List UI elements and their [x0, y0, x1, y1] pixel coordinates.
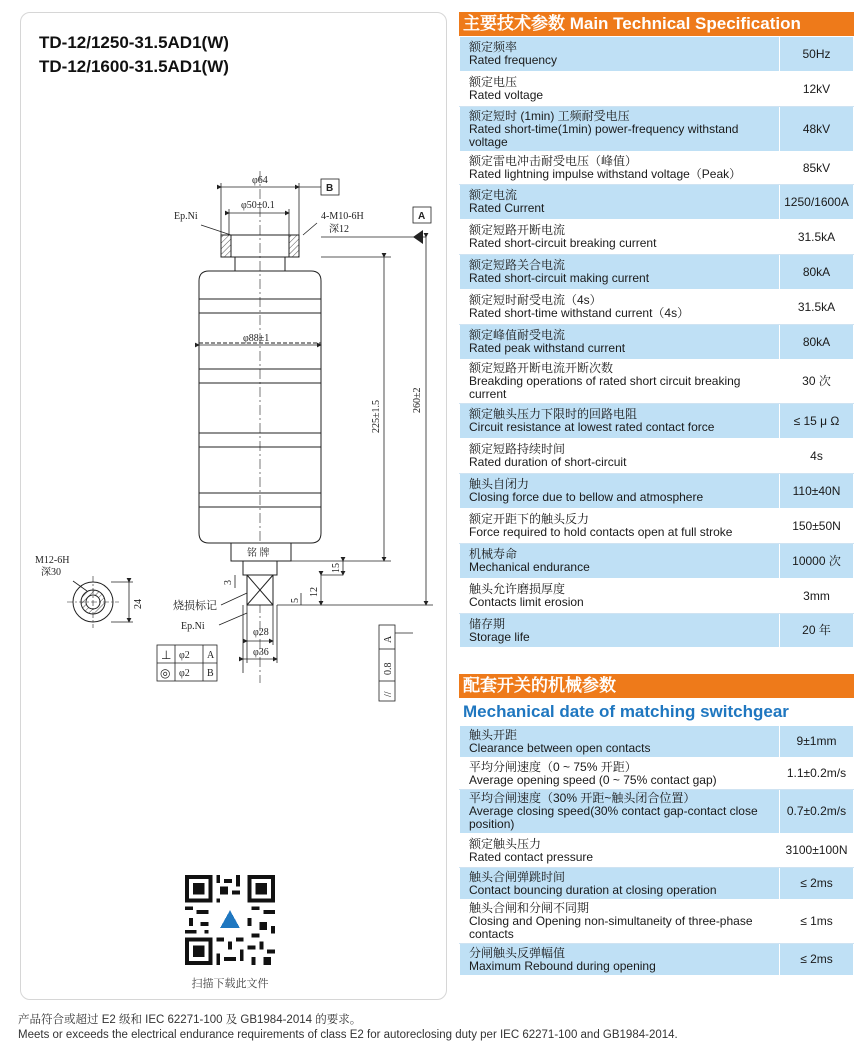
table-row: [460, 72, 854, 107]
table-row: [460, 790, 854, 834]
row-label-en: Rated contact pressure: [469, 849, 594, 864]
table-row: [460, 579, 854, 614]
row-description: [460, 834, 780, 868]
row-label-en: Contact bouncing duration at closing operation: [469, 882, 717, 897]
row-label-en: Rated short-circuit making current: [469, 271, 650, 285]
row-description: [460, 37, 780, 72]
row-label-en: Rated peak withstand current: [469, 341, 626, 355]
table-row: [460, 185, 854, 220]
tol-perp-symbol: ⊥: [161, 648, 172, 662]
table-row: [460, 152, 854, 185]
row-label-cn: 额定电压: [469, 75, 518, 89]
table-row: [460, 220, 854, 255]
tol-conc-ref: B: [207, 668, 214, 679]
row-label-en: Storage life: [469, 629, 530, 644]
row-label-en: Rated Current: [469, 201, 545, 215]
row-value: ≤ 2ms: [780, 868, 854, 900]
row-label-cn: 储存期: [469, 616, 506, 631]
row-label-en: Force required to hold contacts open at full stroke: [469, 525, 733, 539]
row-value: 9±1mm: [780, 726, 854, 758]
tol-perp-ref: A: [207, 650, 215, 661]
row-value: 80kA: [780, 325, 854, 360]
dim-225: 225±1.5: [371, 400, 382, 433]
row-label-cn: 额定触头压力下限时的回路电阻: [469, 407, 638, 421]
label-depth30: 深30: [41, 567, 61, 578]
table-row: [460, 868, 854, 900]
row-label-en: Closing and Opening non-simultaneity of three-phase contacts: [469, 914, 753, 941]
row-label-cn: 额定触头压力: [469, 836, 542, 851]
dim-24: 24: [133, 599, 144, 609]
mech-table: [459, 725, 854, 976]
row-description: [460, 944, 780, 976]
row-label-cn: 额定雷电冲击耐受电压（峰值）: [469, 154, 638, 168]
row-description: [460, 758, 780, 790]
row-value: 3100±100N: [780, 834, 854, 868]
row-label-en: Rated duration of short-circuit: [469, 455, 627, 469]
side-view: [67, 576, 133, 628]
datum-a-label: A: [418, 211, 426, 222]
dim-d50: φ50±0.1: [241, 200, 275, 211]
row-label-cn: 额定峰值耐受电流: [469, 328, 566, 342]
row-value: 3mm: [780, 579, 854, 614]
label-epni-top: Ep.Ni: [174, 211, 198, 222]
qr-code[interactable]: [181, 871, 279, 969]
table-row: [460, 360, 854, 404]
row-label-cn: 分闸触头反弹幅值: [469, 945, 566, 960]
row-label-cn: 触头允许磨损厚度: [469, 582, 566, 596]
row-label-cn: 额定短时耐受电流（4s）: [469, 293, 602, 307]
row-label-en: Average closing speed(30% contact gap-contact close position): [469, 804, 758, 831]
table-row: [460, 439, 854, 474]
dim-15: 15: [331, 563, 342, 573]
row-description: [460, 290, 780, 325]
row-label-en: Closing force due to bellow and atmosphere: [469, 490, 704, 504]
row-label-en: Rated short-time(1min) power-frequency withstand voltage: [469, 121, 739, 149]
row-value: 1.1±0.2m/s: [780, 758, 854, 790]
row-label-cn: 额定短路开断电流开断次数: [469, 361, 614, 375]
label-nameplate: 铭 牌: [247, 548, 270, 559]
row-label-en: Rated short-time withstand current（4s）: [469, 306, 690, 320]
table-row: [460, 474, 854, 509]
row-label-cn: 触头开距: [469, 727, 518, 742]
row-label-en: Average opening speed (0 ~ 75% contact gap): [469, 772, 717, 787]
row-label-cn: 额定电流: [469, 188, 518, 202]
row-label-en: Clearance between open contacts: [469, 740, 651, 755]
row-label-en: Contacts limit erosion: [469, 595, 584, 609]
row-description: [460, 107, 780, 152]
row-description: [460, 474, 780, 509]
footer-cn: 产品符合或超过 E2 级和 IEC 62271-100 及 GB1984-2014 的要求。: [18, 1014, 362, 1026]
row-label-cn: 额定短路持续时间: [469, 442, 566, 456]
tol-conc-val: φ2: [179, 668, 190, 679]
dim-260: 260±2: [412, 387, 423, 413]
row-label-en: Rated voltage: [469, 88, 544, 102]
row-description: [460, 900, 780, 944]
mech-title-cn: 配套开关的机械参数: [459, 674, 854, 698]
spec-table: [459, 36, 854, 648]
tol-par-ref: A: [383, 635, 394, 643]
row-label-cn: 额定开距下的触头反力: [469, 512, 590, 526]
footer-note: [18, 1013, 678, 1043]
table-row: [460, 944, 854, 976]
row-value: ≤ 1ms: [780, 900, 854, 944]
dim-d36: φ36: [253, 647, 269, 658]
row-description: [460, 255, 780, 290]
dim-3: 3: [223, 580, 234, 585]
row-value: 10000 次: [780, 544, 854, 579]
row-description: [460, 509, 780, 544]
row-value: 31.5kA: [780, 290, 854, 325]
qr-caption: 扫描下载此文件: [191, 978, 269, 990]
row-value: 12kV: [780, 72, 854, 107]
row-value: 48kV: [780, 107, 854, 152]
row-description: [460, 579, 780, 614]
dim-12: 12: [309, 587, 320, 597]
row-label-en: Rated short-circuit breaking current: [469, 236, 657, 250]
spec-column: [459, 12, 854, 976]
row-label-en: Mechanical endurance: [469, 560, 590, 574]
datum-b-label: B: [326, 183, 334, 194]
row-label-en: Rated lightning impulse withstand voltage（Peak）: [469, 167, 742, 181]
row-label-cn: 额定频率: [469, 40, 518, 54]
table-row: [460, 614, 854, 648]
table-row: [460, 255, 854, 290]
row-value: 30 次: [780, 360, 854, 404]
table-row: [460, 900, 854, 944]
row-description: [460, 790, 780, 834]
tol-par-val: 0.8: [383, 662, 394, 675]
row-description: [460, 544, 780, 579]
row-label-en: Maximum Rebound during opening: [469, 958, 656, 973]
row-description: [460, 614, 780, 648]
row-description: [460, 726, 780, 758]
tol-conc-symbol: ◎: [160, 666, 171, 680]
label-wear-mark: 烧损标记: [173, 600, 217, 612]
row-description: [460, 325, 780, 360]
dim-d88: φ88±1: [243, 333, 270, 344]
table-row: [460, 325, 854, 360]
row-label-cn: 触头合闸弹跳时间: [469, 869, 566, 884]
table-row: [460, 758, 854, 790]
model-1250: TD-12/1250-31.5AD1(W): [39, 33, 229, 52]
row-description: [460, 185, 780, 220]
row-value: 50Hz: [780, 37, 854, 72]
mech-title-en: Mechanical date of matching switchgear: [463, 702, 789, 721]
row-description: [460, 152, 780, 185]
label-m12: M12-6H: [35, 555, 70, 566]
row-value: 110±40N: [780, 474, 854, 509]
drawing-panel: [20, 12, 447, 1000]
row-description: [460, 220, 780, 255]
dim-d28: φ28: [253, 627, 269, 638]
row-value: 1250/1600A: [780, 185, 854, 220]
row-label-cn: 触头合闸和分闸不同期: [469, 901, 590, 915]
row-value: 0.7±0.2m/s: [780, 790, 854, 834]
row-label-cn: 平均分闸速度（0 ~ 75% 开距）: [469, 759, 637, 774]
row-description: [460, 868, 780, 900]
row-description: [460, 72, 780, 107]
row-label-cn: 平均合闸速度（30% 开距~触头闭合位置）: [469, 791, 696, 805]
spec-title: 主要技术参数 Main Technical Specification: [459, 12, 854, 36]
table-row: [460, 290, 854, 325]
dimension-drawing: [21, 13, 448, 863]
row-value: 31.5kA: [780, 220, 854, 255]
label-epni-bottom: Ep.Ni: [181, 621, 205, 632]
row-value: 85kV: [780, 152, 854, 185]
dim-d64: φ64: [252, 175, 268, 186]
row-label-cn: 额定短路开断电流: [469, 223, 566, 237]
datum-a-triangle: [413, 230, 423, 244]
row-description: [460, 404, 780, 439]
footer-en: Meets or exceeds the electrical endurance requirements of class E2 for autoreclosing duty per IEC 62271-100 and GB1984-2014.: [18, 1029, 678, 1041]
table-row: [460, 404, 854, 439]
top-dimensions: [201, 183, 426, 238]
dim-5: 5: [290, 598, 301, 603]
row-value: 150±50N: [780, 509, 854, 544]
table-row: [460, 37, 854, 72]
tol-perp-val: φ2: [179, 650, 190, 661]
row-label-cn: 额定短路关合电流: [469, 258, 566, 272]
row-label-en: Breakding operations of rated short circuit breaking current: [469, 374, 741, 401]
table-row: [460, 834, 854, 868]
label-depth-top: 深12: [329, 224, 349, 235]
row-value: 20 年: [780, 614, 854, 648]
row-description: [460, 439, 780, 474]
table-row: [460, 544, 854, 579]
tol-par-symbol: //: [383, 691, 394, 697]
row-label-en: Circuit resistance at lowest rated contact force: [469, 420, 715, 434]
row-value: 4s: [780, 439, 854, 474]
row-value: ≤ 2ms: [780, 944, 854, 976]
row-label-cn: 额定短时 (1min) 工频耐受电压: [469, 108, 630, 123]
model-1600: TD-12/1600-31.5AD1(W): [39, 57, 229, 76]
row-value: ≤ 15 μ Ω: [780, 404, 854, 439]
table-row: [460, 509, 854, 544]
row-description: [460, 360, 780, 404]
row-label-en: Rated frequency: [469, 53, 558, 67]
label-thread-top: 4-M10-6H: [321, 211, 364, 222]
row-label-cn: 机械寿命: [469, 547, 518, 561]
row-value: 80kA: [780, 255, 854, 290]
row-label-cn: 触头自闭力: [469, 477, 530, 491]
table-row: [460, 726, 854, 758]
table-row: [460, 107, 854, 152]
